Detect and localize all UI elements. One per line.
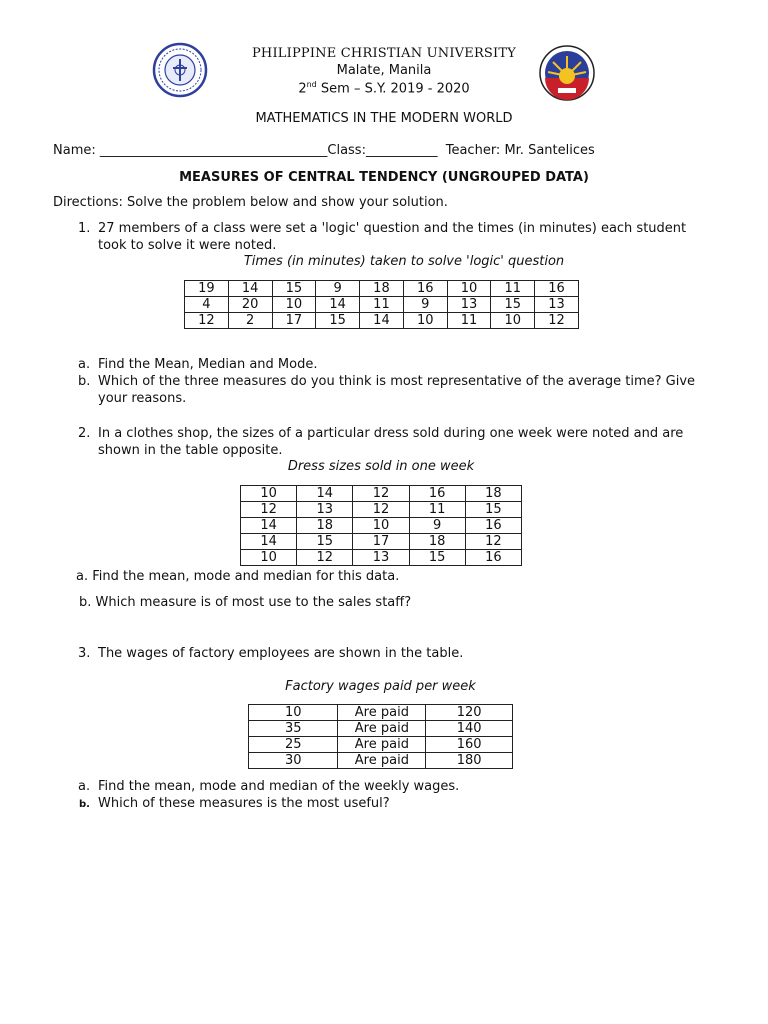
directions: Directions: Solve the problem below and show your solution.	[53, 195, 448, 210]
table-cell: Are paid	[338, 705, 426, 721]
table-cell: 15	[409, 550, 465, 566]
teacher-label: Teacher: Mr. Santelices	[445, 143, 595, 158]
table-cell: 9	[316, 281, 360, 297]
table-cell: 12	[465, 534, 521, 550]
table-row	[185, 297, 579, 313]
table-row	[249, 721, 513, 737]
table-cell: 19	[185, 281, 229, 297]
table-cell: 160	[426, 737, 513, 753]
course-title: MATHEMATICS IN THE MODERN WORLD	[255, 111, 513, 126]
q2-dress-sizes-table	[240, 485, 522, 566]
table-cell: 14	[297, 486, 353, 502]
table-cell: 13	[535, 297, 579, 313]
q3b-label: b.	[79, 799, 90, 810]
table-cell: 13	[297, 502, 353, 518]
worksheet-title: MEASURES OF CENTRAL TENDENCY (UNGROUPED DATA)	[179, 170, 589, 185]
q2a-text: a. Find the mean, mode and median for this data.	[76, 569, 400, 584]
q1-text: 27 members of a class were set a 'logic' question and the times (in minutes) each student took to solve it were noted.	[98, 221, 687, 253]
table-row	[249, 737, 513, 753]
table-cell: 18	[409, 534, 465, 550]
university-location: Malate, Manila	[336, 63, 432, 78]
table-row	[185, 313, 579, 329]
table-row	[249, 705, 513, 721]
table-cell: 10	[353, 518, 409, 534]
table-cell: 10	[491, 313, 535, 329]
table-cell: 4	[185, 297, 229, 313]
table-row	[241, 486, 522, 502]
table-row	[249, 753, 513, 769]
q3a-text: Find the mean, mode and median of the weekly wages.	[98, 779, 460, 794]
table-cell: 10	[403, 313, 447, 329]
table-cell: 180	[426, 753, 513, 769]
table-cell: 16	[465, 518, 521, 534]
table-cell: 17	[353, 534, 409, 550]
q2-number: 2.	[78, 426, 91, 441]
q1-table-caption: Times (in minutes) taken to solve 'logic' question	[243, 254, 565, 269]
table-cell: 35	[249, 721, 338, 737]
table-cell: 12	[297, 550, 353, 566]
table-cell: Are paid	[338, 737, 426, 753]
table-cell: 14	[241, 534, 297, 550]
table-row	[185, 281, 579, 297]
table-cell: 120	[426, 705, 513, 721]
table-cell: 18	[465, 486, 521, 502]
q3-text: The wages of factory employees are shown in the table.	[98, 646, 464, 661]
name-class-teacher-line	[53, 143, 595, 158]
table-cell: 10	[447, 281, 491, 297]
table-cell: 15	[465, 502, 521, 518]
table-cell: Are paid	[338, 753, 426, 769]
table-cell: 10	[241, 550, 297, 566]
table-cell: 2	[228, 313, 272, 329]
table-cell: 11	[360, 297, 404, 313]
table-cell: 15	[316, 313, 360, 329]
q1a-text: Find the Mean, Median and Mode.	[98, 357, 318, 372]
q3b-text: Which of these measures is the most useful?	[98, 796, 390, 811]
table-cell: 12	[185, 313, 229, 329]
q2-text: In a clothes shop, the sizes of a particular dress sold during one week were noted and are shown in the table opposite.	[98, 426, 684, 458]
q3-number: 3.	[78, 646, 91, 661]
table-cell: 15	[272, 281, 316, 297]
table-cell: Are paid	[338, 721, 426, 737]
table-cell: 18	[360, 281, 404, 297]
table-cell: 10	[241, 486, 297, 502]
q3-wages-table	[248, 704, 513, 769]
table-cell: 14	[360, 313, 404, 329]
semester-line: 2nd Sem – S.Y. 2019 - 2020	[298, 80, 470, 97]
document-header	[0, 46, 768, 96]
table-cell: 11	[447, 313, 491, 329]
table-cell: 13	[447, 297, 491, 313]
table-row	[241, 518, 522, 534]
table-cell: 15	[297, 534, 353, 550]
table-cell: 18	[297, 518, 353, 534]
table-row	[241, 502, 522, 518]
table-cell: 12	[241, 502, 297, 518]
table-row	[241, 550, 522, 566]
table-cell: 12	[353, 486, 409, 502]
table-cell: 14	[316, 297, 360, 313]
q3a-label: a.	[78, 779, 91, 794]
q1b-text: Which of the three measures do you think is most representative of the average time? Give your reasons.	[98, 374, 696, 406]
table-cell: 16	[465, 550, 521, 566]
table-cell: 12	[353, 502, 409, 518]
name-field: Name: ___________________________________	[53, 143, 328, 158]
table-cell: 15	[491, 297, 535, 313]
table-cell: 9	[403, 297, 447, 313]
class-field: Class:___________	[327, 143, 438, 158]
q3-table-caption: Factory wages paid per week	[285, 679, 476, 694]
table-cell: 30	[249, 753, 338, 769]
table-cell: 9	[409, 518, 465, 534]
table-cell: 14	[241, 518, 297, 534]
table-cell: 12	[535, 313, 579, 329]
q1-times-table	[184, 280, 579, 329]
q1-number: 1.	[78, 221, 91, 236]
table-cell: 16	[409, 486, 465, 502]
table-cell: 14	[228, 281, 272, 297]
table-cell: 11	[409, 502, 465, 518]
table-cell: 16	[403, 281, 447, 297]
q1a-label: a.	[78, 357, 91, 372]
table-cell: 10	[249, 705, 338, 721]
table-row	[241, 534, 522, 550]
table-cell: 16	[535, 281, 579, 297]
table-cell: 11	[491, 281, 535, 297]
q2b-text: b. Which measure is of most use to the sales staff?	[79, 595, 412, 610]
table-cell: 13	[353, 550, 409, 566]
table-cell: 17	[272, 313, 316, 329]
table-cell: 140	[426, 721, 513, 737]
q2-table-caption: Dress sizes sold in one week	[287, 459, 475, 474]
table-cell: 20	[228, 297, 272, 313]
university-name: PHILIPPINE CHRISTIAN UNIVERSITY	[251, 46, 517, 61]
table-cell: 10	[272, 297, 316, 313]
table-cell: 25	[249, 737, 338, 753]
q1b-label: b.	[78, 374, 91, 389]
